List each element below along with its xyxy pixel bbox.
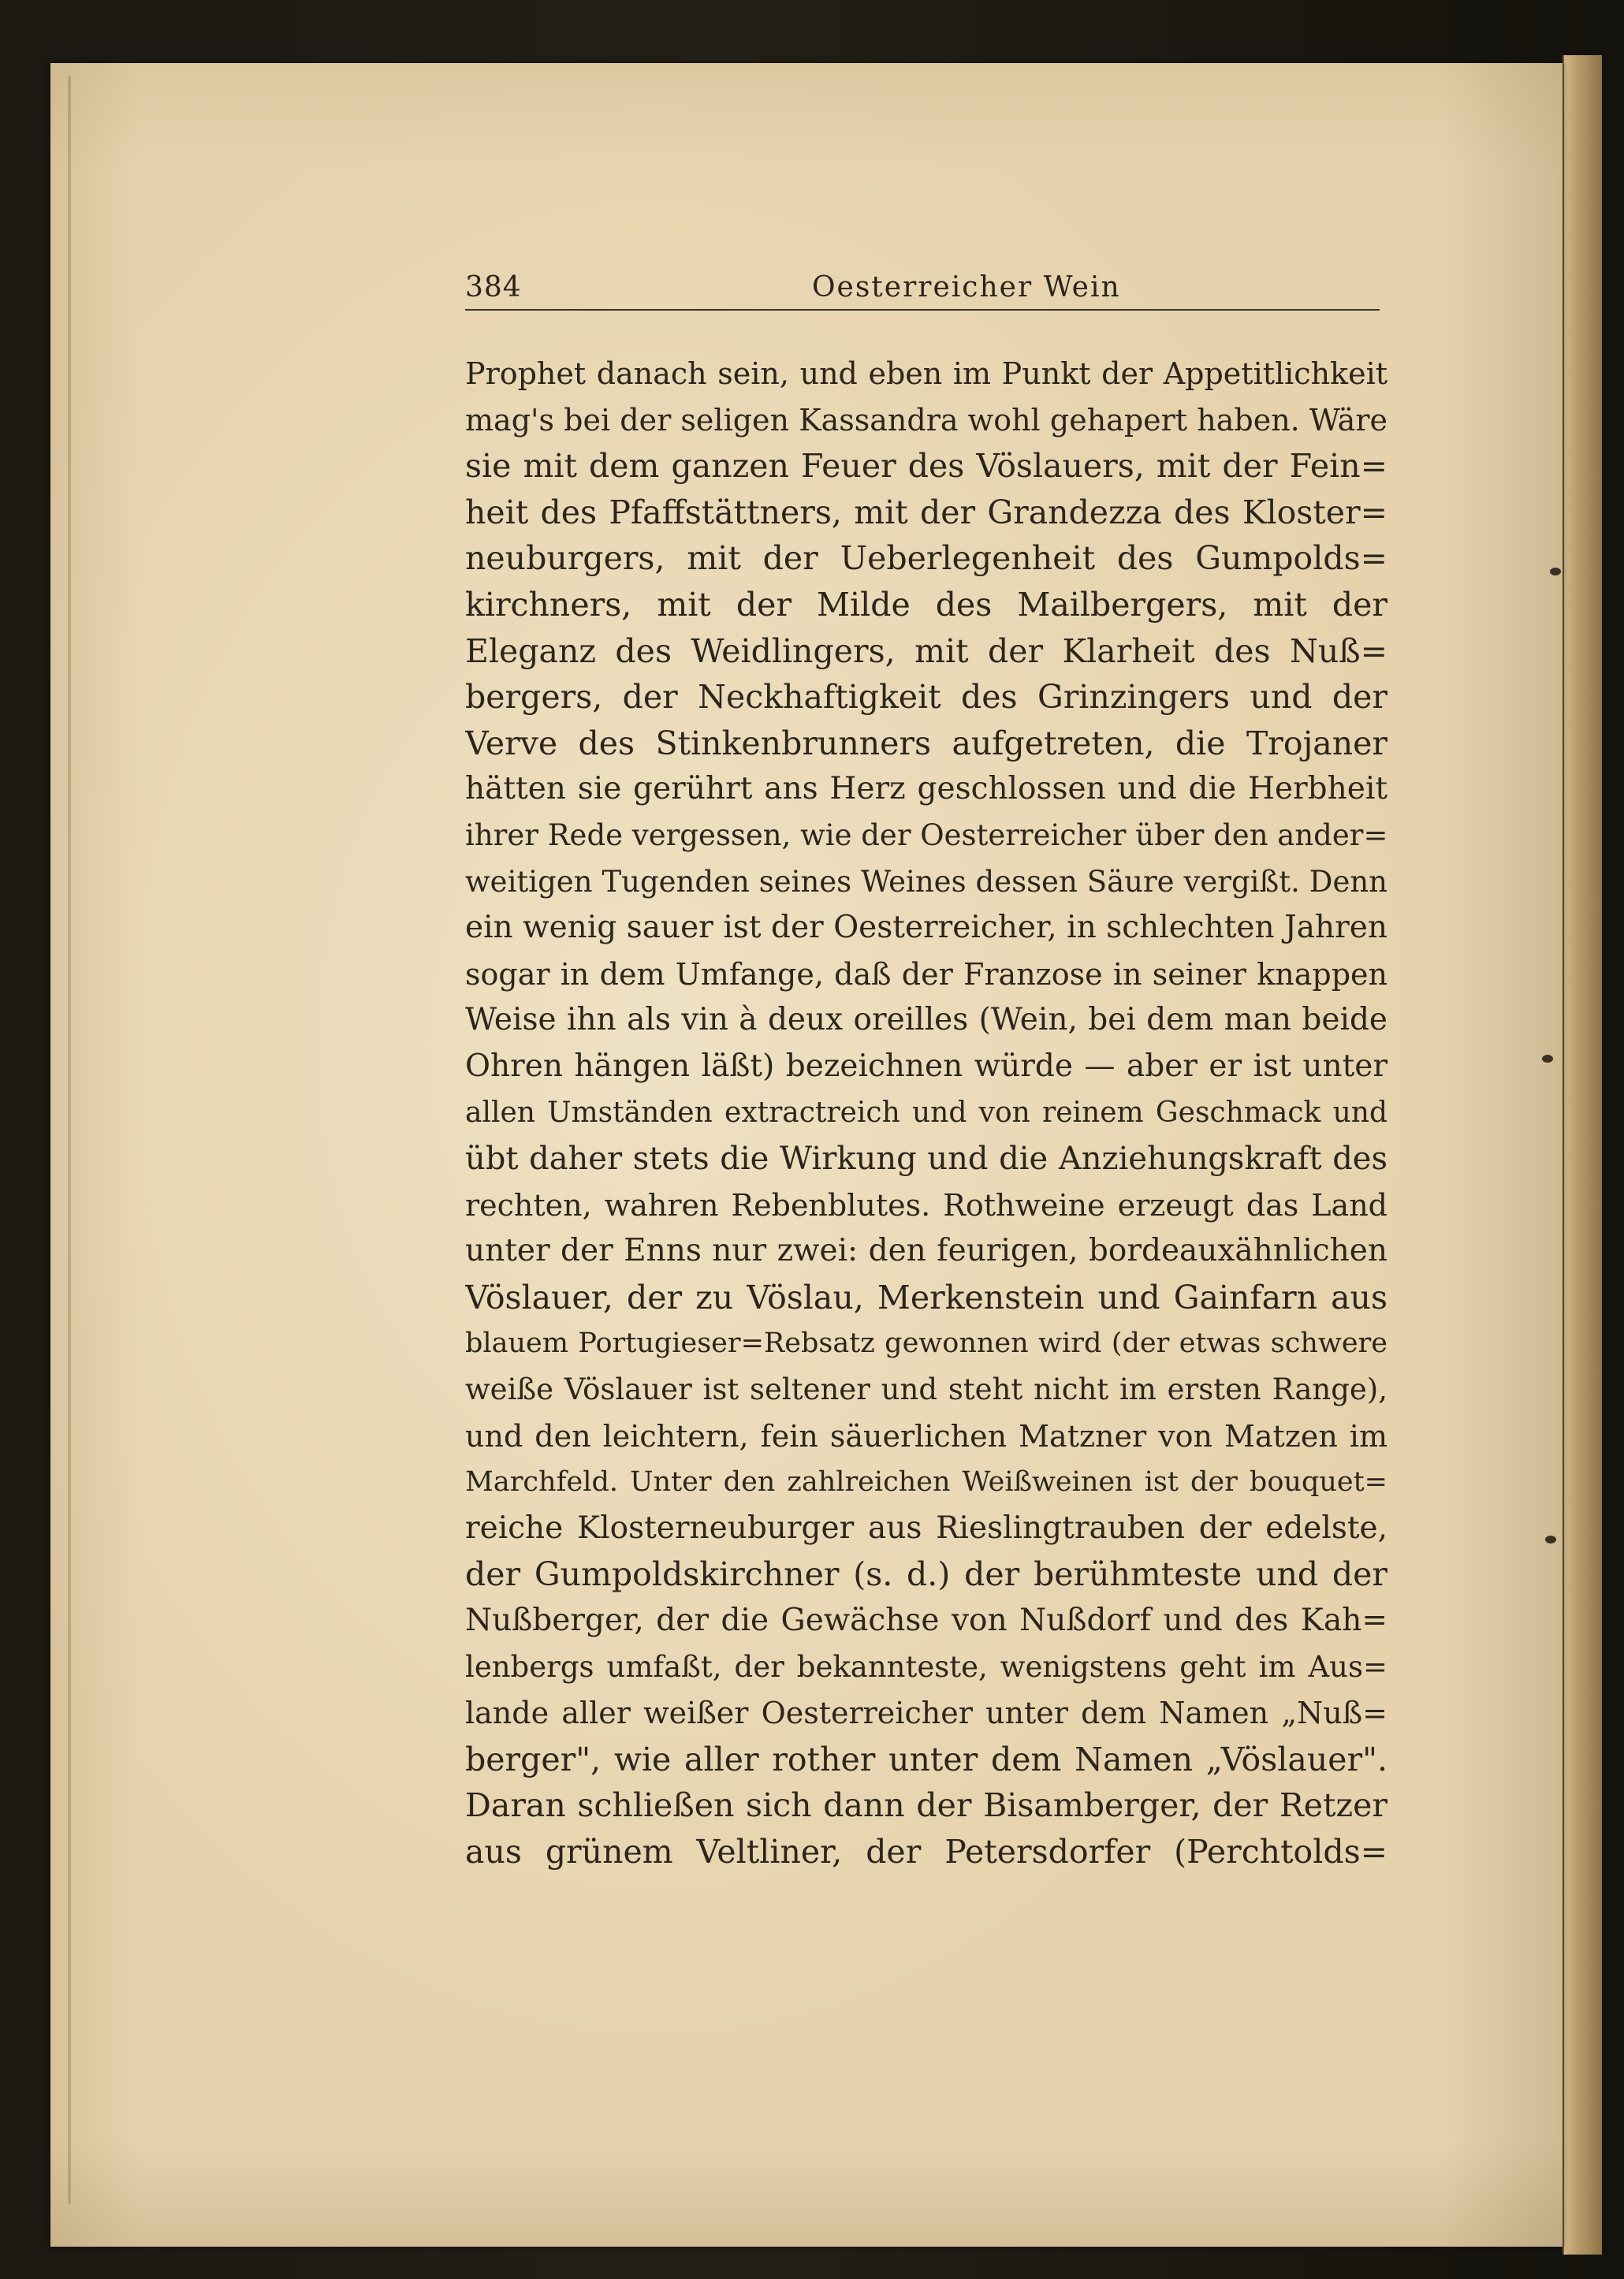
- page-number: 384: [465, 271, 522, 303]
- text-line: Prophet danach sein, und eben im Punkt der Appetitlichkeit: [465, 356, 1387, 391]
- text-line: mag's bei der seligen Kassandra wohl gehapert haben. Wäre: [465, 402, 1387, 438]
- text-line: lande aller weißer Oesterreicher unter dem Namen „Nuß=: [465, 1696, 1387, 1731]
- text-line: allen Umständen extractreich und von reinem Geschmack und: [465, 1096, 1387, 1129]
- text-line: heit des Pfaffstättners, mit der Grandezza des Kloster=: [465, 493, 1387, 531]
- text-line: kirchners, mit der Milde des Mailbergers, mit der: [465, 585, 1387, 624]
- binding-mark: [1550, 568, 1561, 575]
- text-line: ihrer Rede vergessen, wie der Oesterreicher über den ander=: [465, 817, 1387, 852]
- text-line: Nußberger, der die Gewächse von Nußdorf und des Kah=: [465, 1603, 1387, 1639]
- binding-mark: [1545, 1536, 1556, 1544]
- page-edge: [1563, 55, 1602, 2255]
- text-line: weitigen Tugenden seines Weines dessen Säure vergißt. Denn: [465, 864, 1387, 899]
- text-line: Eleganz des Weidlingers, mit der Klarheit des Nuß=: [465, 631, 1387, 670]
- text-line: lenbergs umfaßt, der bekannteste, wenigstens geht im Aus=: [465, 1649, 1387, 1684]
- text-line: ein wenig sauer ist der Oesterreicher, in schlechten Jahren: [465, 910, 1387, 946]
- text-line: Vöslauer, der zu Vöslau, Merkenstein und Gainfarn aus: [465, 1278, 1387, 1316]
- text-line: blauem Portugieser=Rebsatz gewonnen wird (der etwas schwere: [465, 1328, 1387, 1360]
- text-line: sogar in dem Umfange, daß der Franzose in seiner knappen: [465, 956, 1387, 992]
- text-line: Marchfeld. Unter den zahlreichen Weißweinen ist der bouquet=: [465, 1466, 1387, 1499]
- section-title: Oesterreicher Wein: [812, 271, 1121, 303]
- text-line: unter der Enns nur zwei: den feurigen, bordeauxähnlichen: [465, 1233, 1387, 1269]
- text-line: Verve des Stinkenbrunners aufgetreten, die Trojaner: [465, 724, 1387, 762]
- running-head: [465, 265, 1380, 311]
- text-line: reiche Klosterneuburger aus Rieslingtrauben der edelste,: [465, 1510, 1387, 1546]
- text-line: hätten sie gerührt ans Herz geschlossen und die Herbheit: [465, 771, 1387, 807]
- text-line: rechten, wahren Rebenblutes. Rothweine erzeugt das Land: [465, 1187, 1387, 1223]
- text-line: sie mit dem ganzen Feuer des Vöslauers, mit der Fein=: [465, 447, 1387, 486]
- text-line: bergers, der Neckhaftigkeit des Grinzingers und der: [465, 678, 1387, 717]
- text-line: weiße Vöslauer ist seltener und steht nicht im ersten Range),: [465, 1372, 1387, 1407]
- text-line: und den leichtern, fein säuerlichen Matzner von Matzen im: [465, 1418, 1387, 1454]
- body-text: [465, 351, 1387, 1875]
- text-line: berger", wie aller rother unter dem Namen „Vöslauer".: [465, 1740, 1387, 1778]
- text-line: übt daher stets die Wirkung und die Anziehungskraft des: [465, 1141, 1387, 1178]
- text-line: der Gumpoldskirchner (s. d.) der berühmteste und der: [465, 1555, 1387, 1594]
- text-line: Daran schließen sich dann der Bisamberger, der Retzer: [465, 1786, 1387, 1825]
- binding-mark: [1542, 1055, 1553, 1063]
- text-line: aus grünem Veltliner, der Petersdorfer (Perchtolds=: [465, 1833, 1387, 1871]
- text-line: Ohren hängen läßt) bezeichnen würde — aber er ist unter: [465, 1048, 1387, 1084]
- text-line: Weise ihn als vin à deux oreilles (Wein, bei dem man beide: [465, 1002, 1387, 1038]
- text-line: neuburgers, mit der Ueberlegenheit des Gumpolds=: [465, 539, 1387, 578]
- page-fold-shadow: [68, 76, 71, 2204]
